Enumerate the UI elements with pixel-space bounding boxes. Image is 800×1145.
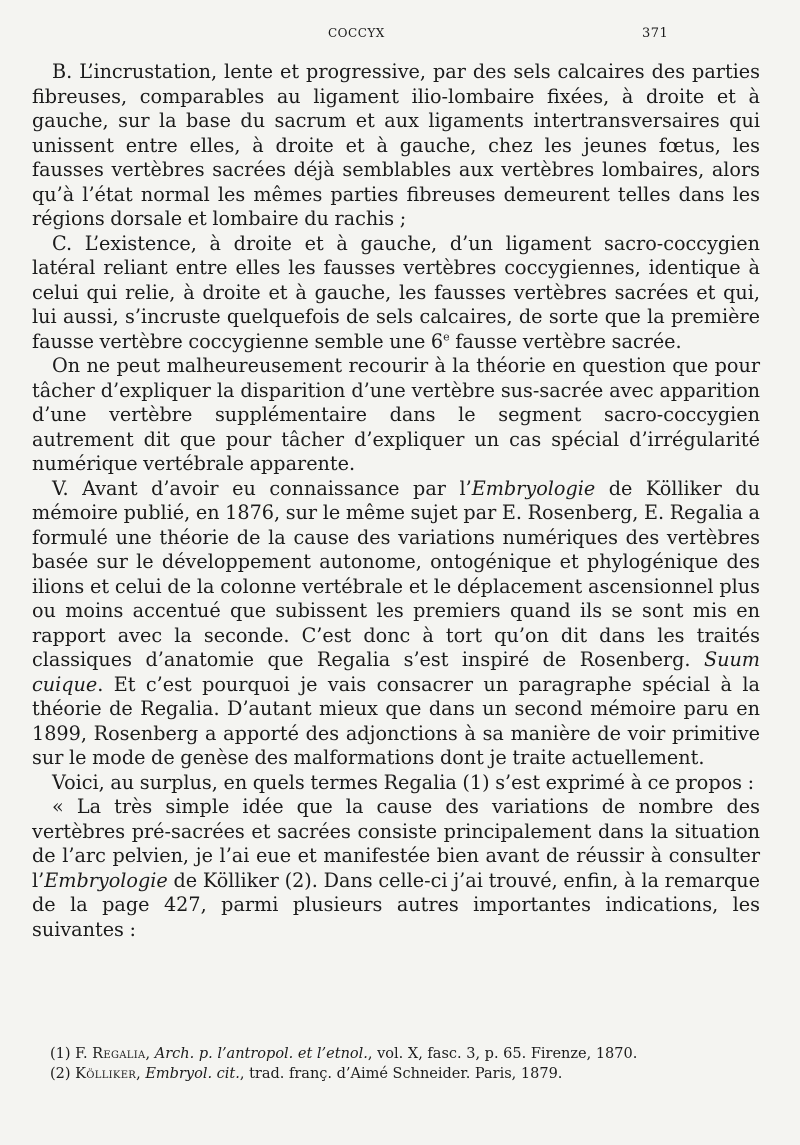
superscript-e: e	[443, 330, 450, 344]
text-run: . Et c’est pourquoi je vais consacrer un paragraphe spécial à la théorie de Regalia. D’autant mieux que dans un second mémoire paru en 1899, Rosenberg a apporté des adjonctions à sa manière de voir primitive sur le mode de genèse des malformations dont je traite actuellement.	[32, 672, 760, 769]
italic-text: Embryol. cit.	[145, 1066, 240, 1082]
author-name: Regalia	[92, 1046, 146, 1062]
running-title: COCCYX	[328, 26, 385, 40]
text-run: de Kölliker (2). Dans celle-ci j’ai trouvé, enfin, à la remarque de la page 427, parmi plusieurs autres importantes indications, les suivantes :	[32, 868, 760, 941]
paragraph-c	[32, 232, 760, 355]
paragraph-theory-text: On ne peut malheureusement recourir à la théorie en question que pour tâcher d’expliquer la disparition d’une vertèbre sus-sacrée avec apparition d’une vertèbre supplémentaire dans le segment sacro-coccygien autrement dit que pour tâcher d’expliquer un cas spécial d’irrégularité numérique vertébrale apparente.	[32, 354, 760, 475]
footnote-1	[32, 1044, 760, 1064]
footnotes	[32, 1044, 760, 1084]
text-run: , vol. X, fasc. 3, p. 65. Firenze, 1870.	[367, 1046, 638, 1062]
text-run: « La très simple idée que la cause des variations de nombre des vertèbres pré-sacrées et sacrées consiste principalement dans la situation de l’arc pelvien, je l’ai eue et manifestée bien avant de réussir à consulter l’	[32, 795, 760, 892]
paragraph-b-text: B. L’incrustation, lente et progressive, par des sels calcaires des parties fibreuses, comparables au ligament ilio-lombaire fixées, à droite et à gauche, sur la base du sacrum et aux ligaments intertransversaires qui unissent entre elles, à droite et à gauche, chez les jeunes fœtus, les fausses vertèbres sacrées déjà semblables aux vertèbres lombaires, alors qu’à l’état normal les mêmes parties fibreuses demeurent telles dans les régions dorsale et lombaire du rachis ;	[32, 60, 760, 230]
text-run: ,	[145, 1046, 155, 1062]
paragraph-quote	[32, 795, 760, 942]
paragraph-voici	[32, 771, 760, 796]
text-run: (1) F.	[50, 1046, 93, 1062]
text-run: ,	[136, 1066, 146, 1082]
italic-text: Embryologie	[44, 868, 168, 892]
text-run: , trad. franç. d’Aimé Schneider. Paris, 1879.	[239, 1066, 563, 1082]
paragraph-voici-text: Voici, au surplus, en quels termes Regalia (1) s’est exprimé à ce propos :	[52, 770, 755, 794]
body-text	[32, 60, 760, 942]
italic-text: Suum cuique	[32, 648, 760, 696]
page-header	[0, 22, 800, 46]
text-run: (2)	[50, 1066, 76, 1082]
italic-text: Embryologie	[471, 476, 596, 500]
paragraph-c-tail: fausse vertèbre sacrée.	[449, 329, 682, 353]
author-name: Kölliker	[75, 1066, 137, 1082]
italic-text: Arch. p. l’antropol. et l’etnol.	[154, 1046, 368, 1062]
paragraph-c-text: C. L’existence, à droite et à gauche, d’un ligament sacro-coccygien latéral reliant entre elles les fausses vertèbres coccygiennes, identique à celui qui relie, à droite et à gauche, les fausses vertèbres sacrées et qui, lui aussi, s’incruste quelquefois de sels calcaires, de sorte que la première fausse vertèbre coccygienne semble une 6	[32, 231, 760, 353]
paragraph-v	[32, 477, 760, 771]
paragraph-theory	[32, 354, 760, 477]
page-number: 371	[642, 26, 669, 41]
text-run: de Kölliker du mémoire publié, en 1876, sur le même sujet par E. Rosenberg, E. Regalia a formulé une théorie de la cause des variations numériques des vertèbres basée sur le développement autonome, ontogénique et phylogénique des ilions et celui de la colonne vertébrale et le déplacement ascensionnel plus ou moins accentué que subissent les premiers quand ils se sont mis en rapport avec la seconde. C’est donc à tort qu’on dit dans les traités classiques d’anatomie que Regalia s’est inspiré de Rosenberg.	[32, 476, 760, 671]
paragraph-b	[32, 60, 760, 232]
footnote-2	[32, 1064, 760, 1084]
text-run: V. Avant d’avoir eu connaissance par l’	[52, 476, 472, 500]
